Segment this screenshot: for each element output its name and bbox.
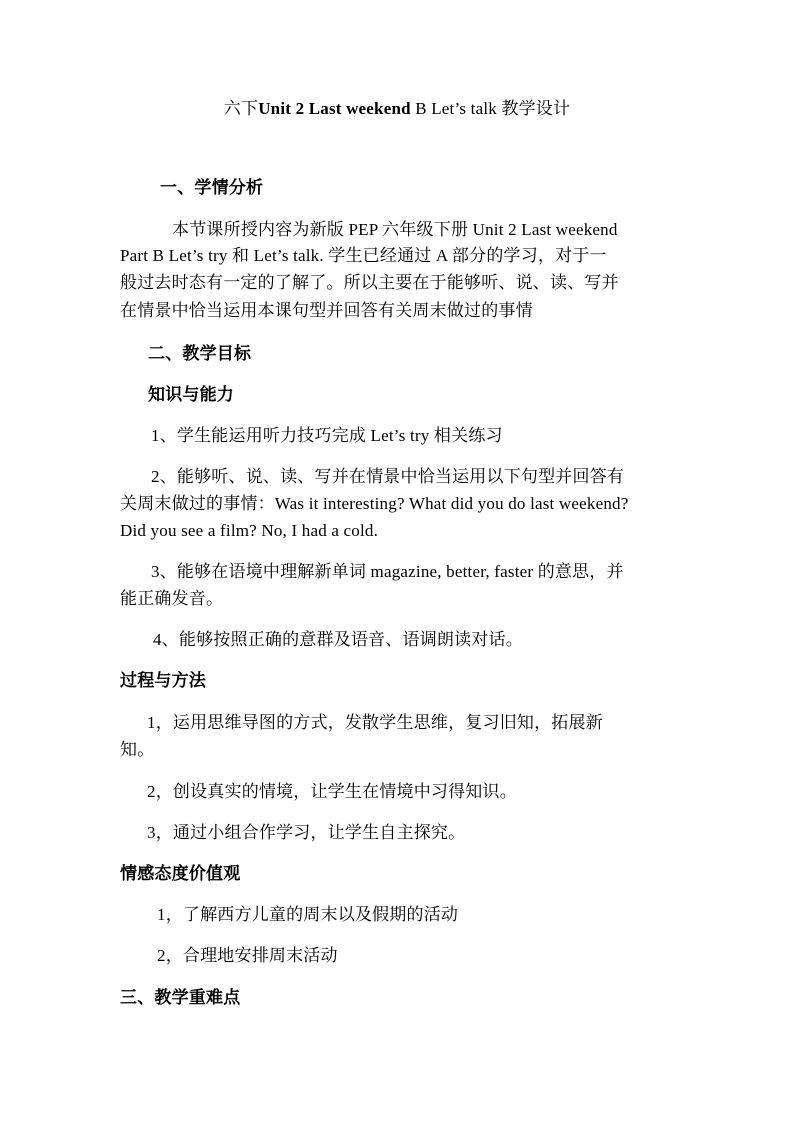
emotion-item-2: 2，合理地安排周末活动 <box>157 946 338 965</box>
section1-para-line-1: 本节课所授内容为新版 PEP 六年级下册 Unit 2 Last weekend <box>172 220 618 239</box>
section1-para-line-4: 在情景中恰当运用本课句型并回答有关周末做过的事情 <box>120 301 533 320</box>
document-title <box>0 99 794 119</box>
title-bold: Unit 2 Last weekend <box>258 99 411 118</box>
knowledge-item-4: 4、能够按照正确的意群及语音、语调朗读对话。 <box>153 630 523 649</box>
section1-heading: 一、学情分析 <box>160 178 264 197</box>
section2-heading: 二、教学目标 <box>148 344 252 363</box>
emotion-item-1: 1，了解西方儿童的周末以及假期的活动 <box>157 905 459 924</box>
knowledge-item-2-line-2: 关周末做过的事情：Was it interesting? What did you do last weekend? <box>120 494 629 513</box>
process-item-2: 2，创设真实的情境，让学生在情境中习得知识。 <box>147 782 517 801</box>
emotion-heading: 情感态度价值观 <box>120 864 241 883</box>
section1-para-line-3: 般过去时态有一定的了解了。所以主要在于能够听、说、读、写并 <box>120 273 619 292</box>
process-item-3: 3，通过小组合作学习，让学生自主探究。 <box>147 823 466 842</box>
process-heading: 过程与方法 <box>120 671 206 690</box>
knowledge-heading: 知识与能力 <box>148 385 234 404</box>
title-suffix: B Let’s talk 教学设计 <box>410 99 571 118</box>
section3-heading: 三、教学重难点 <box>120 988 241 1007</box>
process-item-1-line-1: 1，运用思维导图的方式，发散学生思维，复习旧知，拓展新 <box>147 713 603 732</box>
title-prefix: 六下 <box>223 99 259 118</box>
knowledge-item-3-line-2: 能正确发音。 <box>120 589 224 608</box>
knowledge-item-2-line-3: Did you see a film? No, I had a cold. <box>120 521 379 540</box>
process-item-1-line-2: 知。 <box>120 740 155 759</box>
knowledge-item-2-line-1: 2、能够听、说、读、写并在情景中恰当运用以下句型并回答有 <box>151 467 625 486</box>
knowledge-item-1: 1、学生能运用听力技巧完成 Let’s try 相关练习 <box>151 426 503 445</box>
section1-para-line-2: Part B Let’s try 和 Let’s talk. 学生已经通过 A 部分的学习，对于一 <box>120 246 607 265</box>
knowledge-item-3-line-1: 3、能够在语境中理解新单词 magazine, better, faster 的意思，并 <box>151 562 624 581</box>
